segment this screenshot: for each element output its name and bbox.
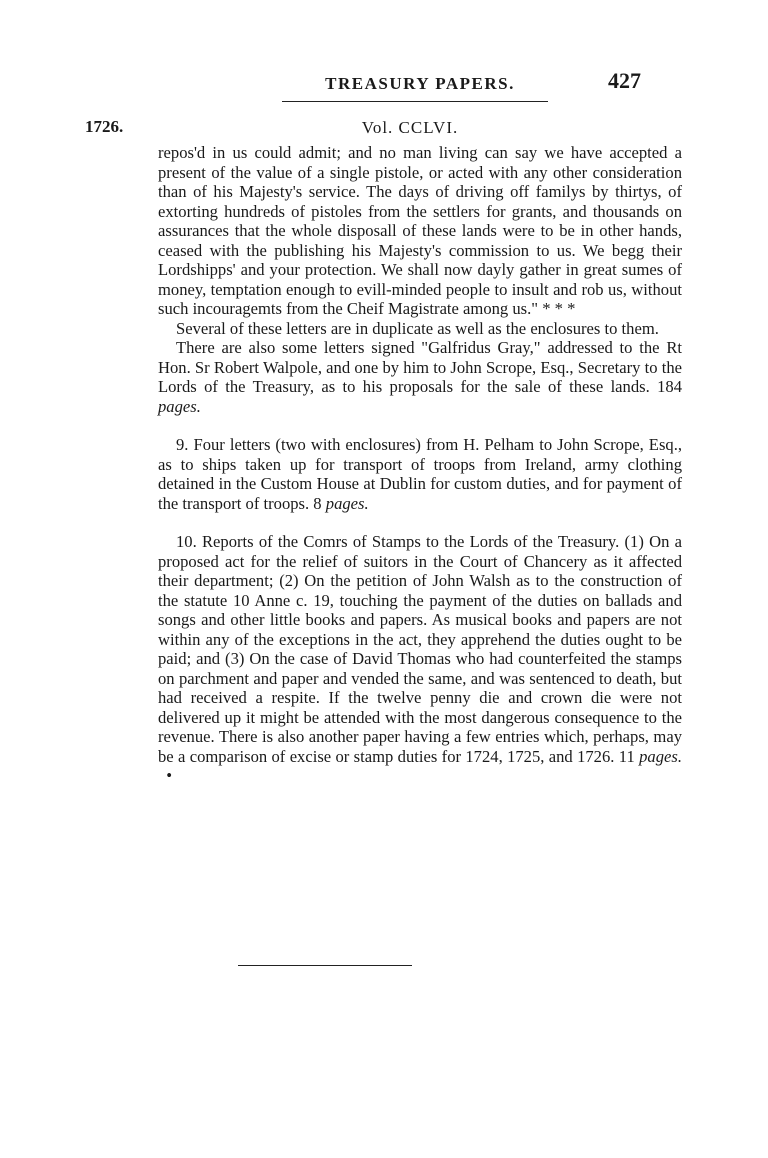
page-number: 427 [608,68,641,93]
item-10: 10. Reports of the Comrs of Stamps to the Lords of the Treasury. (1) On a proposed act for the relief of suitors in the Court of Chancery as it affected their department; (2) On the petition of John Walsh as to the construction of the statute 10 Anne c. 19, touching the payment of the duties on ballads and songs and other little books and papers. As musical books and papers are not within any of the exceptions in the act, they apprehend the duties ought to be paid; and (3) On the case of David Thomas who had counterfeited the stamps on parchment and paper and vended the same, and was sentenced to death, but had received a respite. If the twelve penny die and crown die were not delivered up it might be attended with the most dangerous consequence to the revenue. There is also another paper having a few entries which, perhaps, may be a comparison of excise or stamp duties for 1724, 1725, and 1726. 11 pages. • [158,532,682,785]
bullet-mark: • [158,766,173,785]
year-label: 1726. [85,117,124,136]
running-title: TREASURY PAPERS. [325,74,515,93]
header-rule [282,101,548,102]
page-count: pages. [158,396,201,416]
end-rule [238,965,412,966]
paragraph-letter-continuation: repos'd in us could admit; and no man living can say we have accepted a present of the value of a single pistole, or acted with any other consideration than of his Majesty's service. The days of driving off familys by thirtys, of extorting hundreds of pistoles from the settlers for grants, and thousands on assurances that the whole disposall of these lands were to be in other hands, ceased with the publishing his Majesty's commission to us. We begg their Lordshipps' and your protection. We shall now dayly gather in great sumes of money, temptation enough to evill-minded people to insult and rob us, without such incouragemts from the Cheif Magistrate among us." * * * [158,143,682,318]
page-count: pages. [639,746,682,766]
volume-heading: Vol. CCLVI. [361,118,459,137]
body-text [158,143,682,786]
page-count: pages. [325,493,369,513]
paragraph-duplicates: Several of these letters are in duplicate as well as the enclosures to them. [176,318,659,338]
item-9: 9. Four letters (two with enclosures) from H. Pelham to John Scrope, Esq., as to ships taken up for transport of troops from Ireland, army clothing detained in the Custom House at Dublin for custom duties, and for payment of the transport of troops. 8 pages. [158,435,682,513]
paragraph-galfridus-gray: There are also some letters signed "Galfridus Gray," addressed to the Rt Hon. Sr Robert Walpole, and one by him to John Scrope, Esq., Secretary to the Lords of the Treasury, as to his proposals for the sale of these lands. 184 pages. [158,338,682,416]
